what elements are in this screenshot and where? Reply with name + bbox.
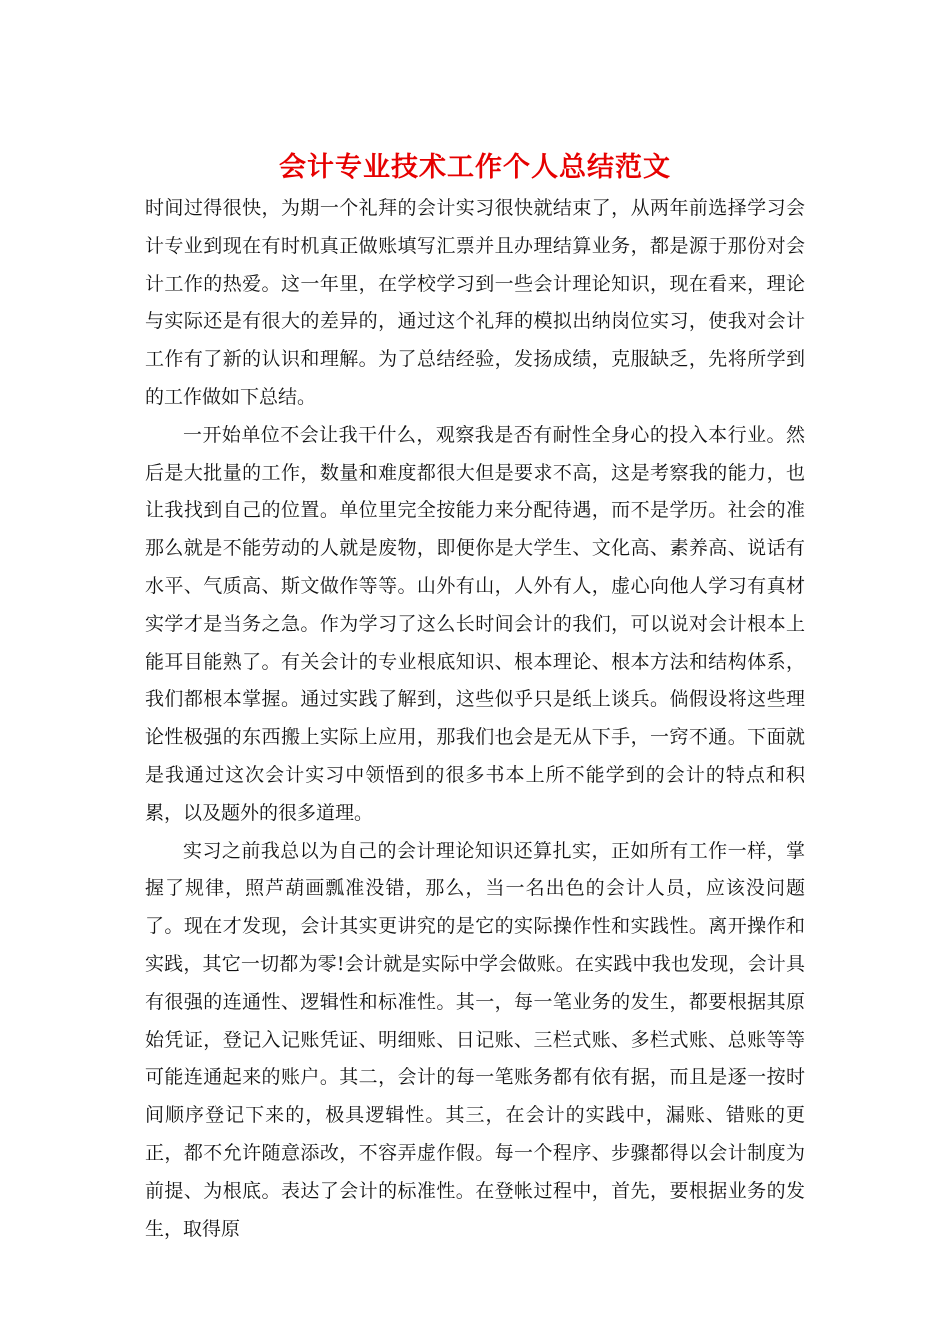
- paragraph-2: 一开始单位不会让我干什么，观察我是否有耐性全身心的投入本行业。然后是大批量的工作，数量和难度都很大但是要求不高，这是考察我的能力，也让我找到自己的位置。单位里完全按能力来分配待遇，而不是学历。社会的准那么就是不能劳动的人就是废物，即便你是大学生、文化高、素养高、说话有水平、气质高、斯文做作等等。山外有山，人外有人，虚心向他人学习有真材实学才是当务之急。作为学习了这么长时间会计的我们，可以说对会计根本上能耳目能熟了。有关会计的专业根底知识、根本理论、根本方法和结构体系，我们都根本掌握。通过实践了解到，这些似乎只是纸上谈兵。倘假设将这些理论性极强的东西搬上实际上应用，那我们也会是无从下手，一窍不通。下面就是我通过这次会计实习中领悟到的很多书本上所不能学到的会计的特点和积累，以及题外的很多道理。: [145, 423, 805, 824]
- document-title: 会计专业技术工作个人总结范文: [279, 152, 671, 183]
- document-body: [145, 190, 805, 1248]
- paragraph-1: 时间过得很快，为期一个礼拜的会计实习很快就结束了，从两年前选择学习会计专业到现在有时机真正做账填写汇票并且办理结算业务，都是源于那份对会计工作的热爱。这一年里，在学校学习到一些会计理论知识，现在看来，理论与实际还是有很大的差异的，通过这个礼拜的模拟出纳岗位实习，使我对会计工作有了新的认识和理解。为了总结经验，发扬成绩，克服缺乏，先将所学到的工作做如下总结。: [145, 197, 805, 408]
- paragraph-3: 实习之前我总以为自己的会计理论知识还算扎实，正如所有工作一样，掌握了规律，照芦葫画瓢准没错，那么，当一名出色的会计人员，应该没问题了。现在才发现，会计其实更讲究的是它的实际操作性和实践性。离开操作和实践，其它一切都为零!会计就是实际中学会做账。在实践中我也发现，会计具有很强的连通性、逻辑性和标准性。其一，每一笔业务的发生，都要根据其原始凭证，登记入记账凭证、明细账、日记账、三栏式账、多栏式账、总账等等可能连通起来的账户。其二，会计的每一笔账务都有依有据，而且是逐一按时间顺序登记下来的，极具逻辑性。其三，在会计的实践中，漏账、错账的更正，都不允许随意添改，不容弄虚作假。每一个程序、步骤都得以会计制度为前提、为根底。表达了会计的标准性。在登帐过程中，首先，要根据业务的发生，取得原: [145, 839, 805, 1240]
